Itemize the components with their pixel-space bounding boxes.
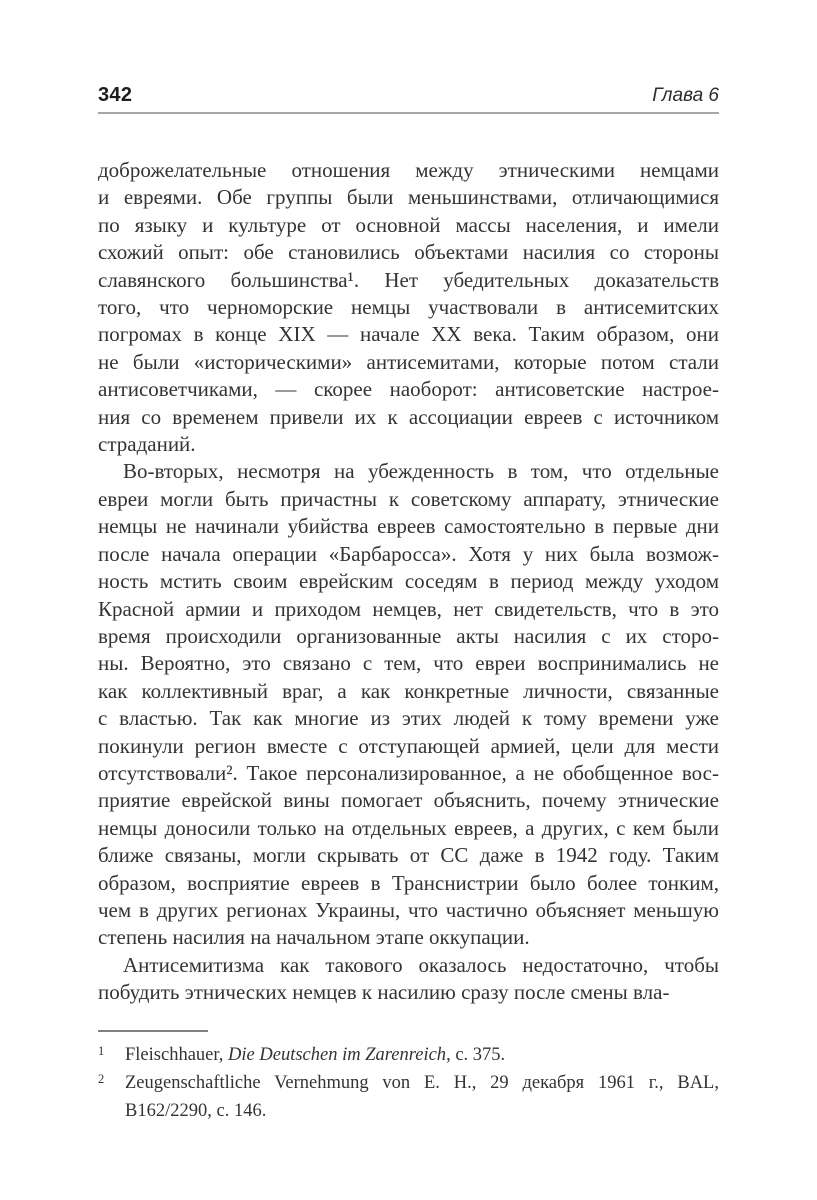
- page-number: 342: [98, 84, 133, 106]
- text-line: после начала операции «Барбаросса». Хотя у них была возмож-: [98, 541, 719, 566]
- text-line: ность мстить своим еврейским соседям в период между уходом: [98, 569, 719, 594]
- text-line: страданий.: [98, 432, 196, 457]
- text-line: ны. Вероятно, это связано с тем, что евреи воспринимались не: [98, 651, 719, 676]
- text-line: приятие еврейской вины помогает объяснить, почему этнические: [98, 788, 719, 813]
- text-line: не были «историческими» антисемитами, которые потом стали: [98, 349, 719, 374]
- footnote-segment: Fleischhauer,: [125, 1044, 229, 1065]
- text-line: ближе связаны, могли скрывать от СС даже в 1942 году. Таким: [98, 843, 719, 868]
- text-line: немцы доносили только на отдельных евреев, а других, с кем были: [98, 815, 719, 840]
- text-line: побудить этнических немцев к насилию сразу после смены вла-: [98, 980, 670, 1005]
- footnote-segment: , с. 375.: [446, 1044, 506, 1065]
- footnote-segment: Zeugenschaftliche Vernehmung von E. H., 29 декабря 1961 г., BAL,: [125, 1072, 719, 1093]
- text-line: время происходили организованные акты насилия с их сторо-: [98, 623, 719, 648]
- body-text: [98, 157, 719, 1007]
- text-line: схожий опыт: обе становились объектами насилия со стороны: [98, 240, 719, 265]
- text-line: Красной армии и приходом немцев, нет свидетельств, что в это: [98, 596, 719, 621]
- footnote-text: [125, 1041, 719, 1069]
- text-line: с властью. Так как многие из этих людей к тому времени уже: [98, 706, 719, 731]
- footnote: [98, 1041, 719, 1069]
- chapter-title: Глава 6: [652, 85, 719, 106]
- text-line: антисоветчиками, — скорее наоборот: антисоветские настрое-: [98, 377, 719, 402]
- footnote-line: [125, 1041, 719, 1069]
- text-line: по языку и культуре от основной массы населения, и имели: [98, 212, 719, 237]
- text-line: Во-вторых, несмотря на убежденность в том, что отдельные: [123, 459, 719, 484]
- text-line: того, что черноморские немцы участвовали в антисемитских: [98, 295, 719, 320]
- text-line: и евреями. Обе группы были меньшинствами, отличающимися: [98, 185, 719, 210]
- text-line: Антисемитизма как такового оказалось недостаточно, чтобы: [123, 952, 719, 977]
- page-header: [98, 84, 719, 114]
- footnote: [98, 1069, 719, 1125]
- text-line: как коллективный враг, а как конкретные личности, связанные: [98, 678, 719, 703]
- text-line: степень насилия на начальном этапе оккупации.: [98, 925, 530, 950]
- footnote-title-italic: Die Deutschen im Zarenreich: [228, 1044, 447, 1065]
- text-line: покинули регион вместе с отступающей армией, цели для мести: [98, 733, 719, 758]
- text-line: ния со временем привели их к ассоциации евреев с источником: [98, 404, 719, 429]
- text-line: погромах в конце XIX — начале XX века. Таким образом, они: [98, 322, 719, 347]
- footnote-marker: 1: [98, 1043, 105, 1058]
- text-line: славянского большинства¹. Нет убедительных доказательств: [98, 267, 719, 292]
- text-line: отсутствовали². Такое персонализированное, а не обобщенное вос-: [98, 760, 719, 785]
- text-line: доброжелательные отношения между этническими немцами: [98, 158, 719, 182]
- text-line: образом, восприятие евреев в Транснистрии было более тонким,: [98, 870, 719, 895]
- footnote-separator: [98, 1030, 208, 1032]
- text-line: немцы не начинали убийства евреев самостоятельно в первые дни: [98, 514, 719, 539]
- footnote-line: [125, 1097, 719, 1125]
- footnote-text: [125, 1069, 719, 1125]
- footnote-segment: B162/2290, с. 146.: [125, 1100, 267, 1121]
- footnotes: [98, 1041, 719, 1125]
- text-line: евреи могли быть причастны к советскому аппарату, этнические: [98, 486, 719, 511]
- footnote-marker: 2: [98, 1071, 105, 1086]
- footnote-line: [125, 1069, 719, 1097]
- text-line: чем в других регионах Украины, что частично объясняет меньшую: [98, 897, 719, 922]
